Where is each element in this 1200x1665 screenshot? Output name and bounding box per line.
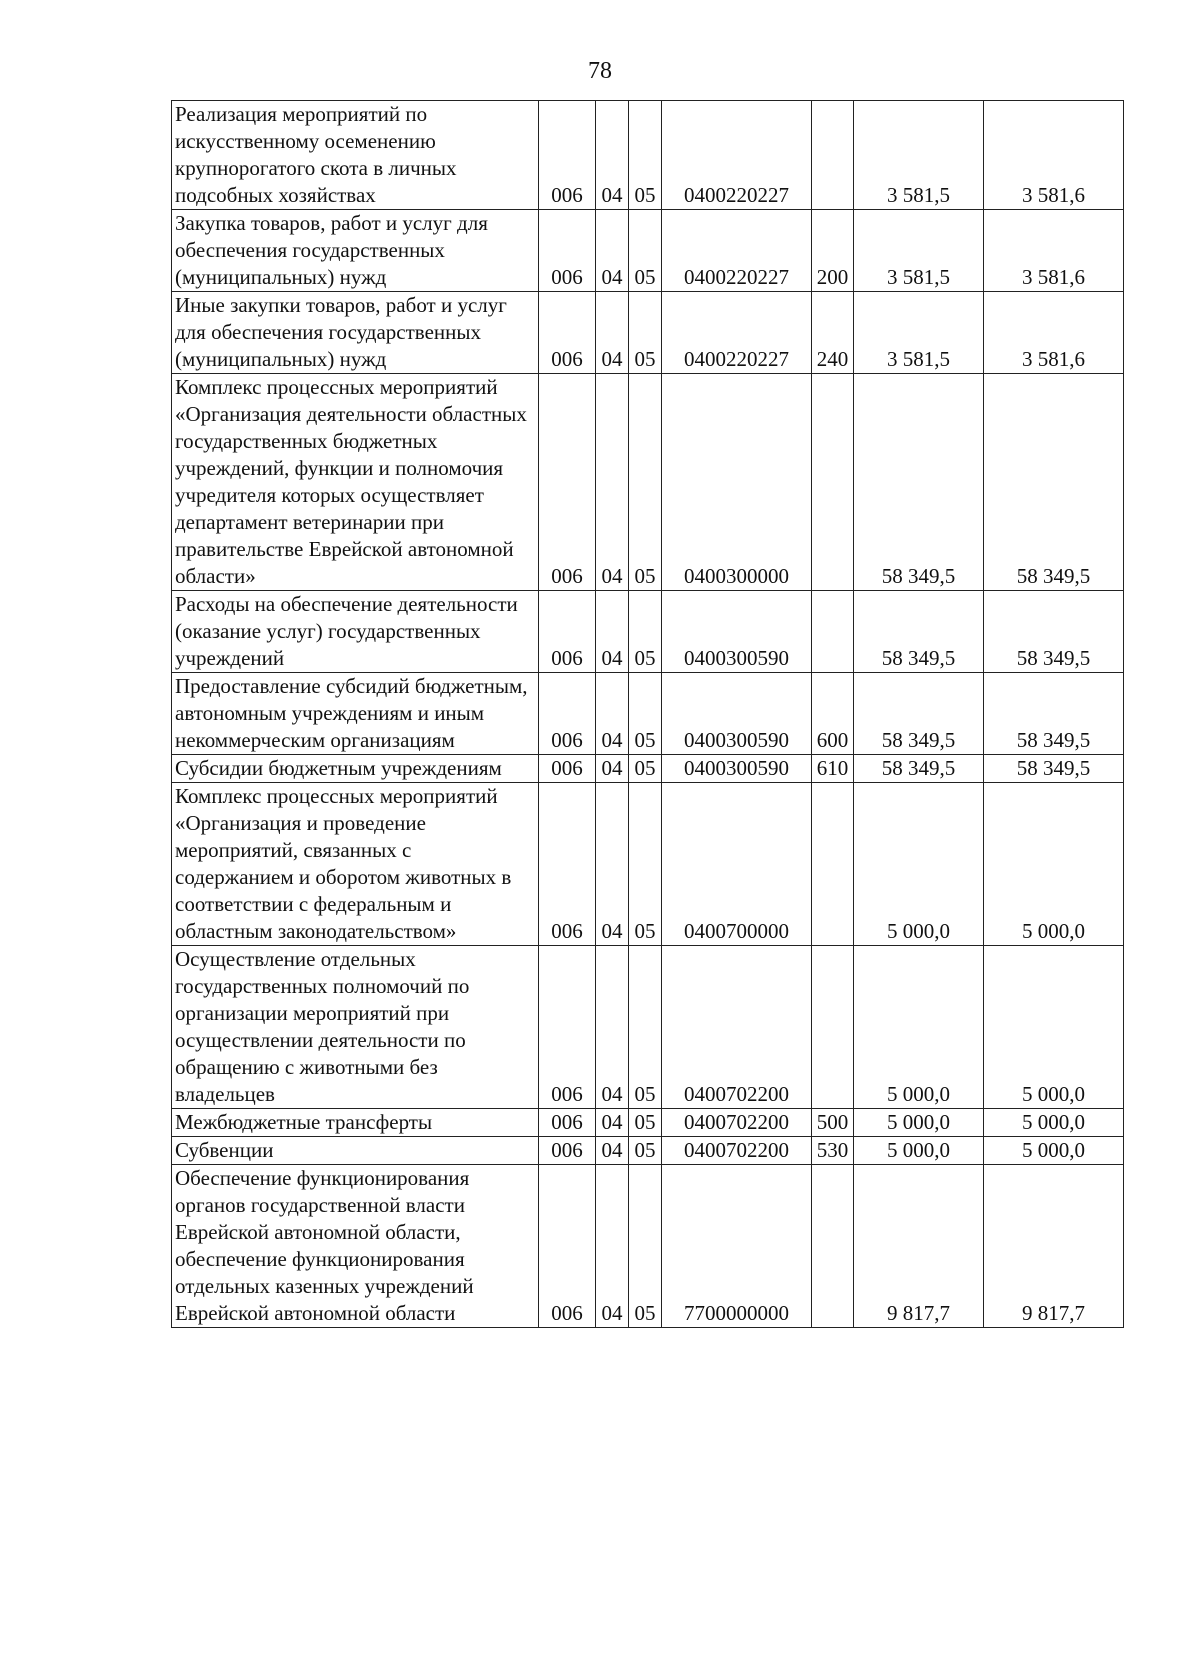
table-row [172,591,1124,673]
subsection-code: 05 [629,755,662,783]
expense-type-code: 240 [812,292,854,374]
ministry-code: 006 [539,1165,596,1328]
expense-type-code: 610 [812,755,854,783]
table-row [172,1137,1124,1165]
table-row [172,946,1124,1109]
ministry-code: 006 [539,946,596,1109]
target-article-code: 0400702200 [662,946,812,1109]
section-code: 04 [596,101,629,210]
target-article-code: 0400300590 [662,755,812,783]
subsection-code: 05 [629,101,662,210]
ministry-code: 006 [539,591,596,673]
amount-year-1: 5 000,0 [854,1137,984,1165]
target-article-code: 0400702200 [662,1109,812,1137]
amount-year-1: 58 349,5 [854,673,984,755]
row-name: Комплекс процессных мероприятий «Организация деятельности областных государственных бюджетных учреждений, функции и полномочия учредителя которых осуществляет департамент ветеринарии при правительстве Еврейской автономной области» [172,374,539,591]
amount-year-2: 3 581,6 [984,210,1124,292]
row-name: Предоставление субсидий бюджетным, автономным учреждениям и иным некоммерческим организациям [172,673,539,755]
amount-year-1: 5 000,0 [854,783,984,946]
amount-year-2: 58 349,5 [984,673,1124,755]
budget-table [171,100,1124,1328]
section-code: 04 [596,1137,629,1165]
row-name: Осуществление отдельных государственных полномочий по организации мероприятий при осуществлении деятельности по обращению с животными без владельцев [172,946,539,1109]
table-row [172,374,1124,591]
section-code: 04 [596,210,629,292]
ministry-code: 006 [539,292,596,374]
row-name: Иные закупки товаров, работ и услуг для обеспечения государственных (муниципальных) нужд [172,292,539,374]
ministry-code: 006 [539,1109,596,1137]
table-body [172,101,1124,1328]
table-row [172,783,1124,946]
expense-type-code: 200 [812,210,854,292]
row-name: Расходы на обеспечение деятельности (оказание услуг) государственных учреждений [172,591,539,673]
target-article-code: 7700000000 [662,1165,812,1328]
subsection-code: 05 [629,783,662,946]
section-code: 04 [596,946,629,1109]
section-code: 04 [596,591,629,673]
amount-year-1: 3 581,5 [854,292,984,374]
subsection-code: 05 [629,1165,662,1328]
section-code: 04 [596,755,629,783]
target-article-code: 0400220227 [662,292,812,374]
expense-type-code: 530 [812,1137,854,1165]
amount-year-2: 3 581,6 [984,101,1124,210]
ministry-code: 006 [539,210,596,292]
expense-type-code [812,946,854,1109]
row-name: Межбюджетные трансферты [172,1109,539,1137]
section-code: 04 [596,783,629,946]
ministry-code: 006 [539,1137,596,1165]
table-row [172,1165,1124,1328]
target-article-code: 0400300590 [662,673,812,755]
expense-type-code [812,1165,854,1328]
amount-year-2: 5 000,0 [984,783,1124,946]
subsection-code: 05 [629,1137,662,1165]
section-code: 04 [596,1165,629,1328]
amount-year-1: 58 349,5 [854,374,984,591]
row-name: Субсидии бюджетным учреждениям [172,755,539,783]
amount-year-1: 5 000,0 [854,1109,984,1137]
table-row [172,673,1124,755]
subsection-code: 05 [629,591,662,673]
section-code: 04 [596,374,629,591]
table-row [172,101,1124,210]
expense-type-code [812,783,854,946]
amount-year-2: 9 817,7 [984,1165,1124,1328]
row-name: Обеспечение функционирования органов государственной власти Еврейской автономной области, обеспечение функционирования отдельных казенных учреждений Еврейской автономной области [172,1165,539,1328]
target-article-code: 0400300000 [662,374,812,591]
table-row [172,210,1124,292]
amount-year-2: 5 000,0 [984,946,1124,1109]
subsection-code: 05 [629,946,662,1109]
row-name: Комплекс процессных мероприятий «Организация и проведение мероприятий, связанных с содержанием и оборотом животных в соответствии с федеральным и областным законодательством» [172,783,539,946]
amount-year-2: 5 000,0 [984,1137,1124,1165]
target-article-code: 0400220227 [662,210,812,292]
amount-year-2: 5 000,0 [984,1109,1124,1137]
amount-year-1: 58 349,5 [854,591,984,673]
subsection-code: 05 [629,292,662,374]
expense-type-code [812,374,854,591]
target-article-code: 0400300590 [662,591,812,673]
row-name: Субвенции [172,1137,539,1165]
target-article-code: 0400700000 [662,783,812,946]
target-article-code: 0400702200 [662,1137,812,1165]
target-article-code: 0400220227 [662,101,812,210]
expense-type-code: 600 [812,673,854,755]
amount-year-2: 3 581,6 [984,292,1124,374]
ministry-code: 006 [539,673,596,755]
section-code: 04 [596,673,629,755]
subsection-code: 05 [629,374,662,591]
expense-type-code [812,101,854,210]
row-name: Реализация мероприятий по искусственному осеменению крупнорогатого скота в личных подсобных хозяйствах [172,101,539,210]
amount-year-1: 5 000,0 [854,946,984,1109]
amount-year-2: 58 349,5 [984,374,1124,591]
ministry-code: 006 [539,755,596,783]
section-code: 04 [596,292,629,374]
amount-year-1: 58 349,5 [854,755,984,783]
section-code: 04 [596,1109,629,1137]
amount-year-1: 3 581,5 [854,101,984,210]
ministry-code: 006 [539,374,596,591]
amount-year-2: 58 349,5 [984,591,1124,673]
amount-year-2: 58 349,5 [984,755,1124,783]
amount-year-1: 9 817,7 [854,1165,984,1328]
ministry-code: 006 [539,783,596,946]
expense-type-code: 500 [812,1109,854,1137]
row-name: Закупка товаров, работ и услуг для обеспечения государственных (муниципальных) нужд [172,210,539,292]
table-row [172,755,1124,783]
page-number: 78 [588,58,612,84]
expense-type-code [812,591,854,673]
table-row [172,292,1124,374]
ministry-code: 006 [539,101,596,210]
subsection-code: 05 [629,673,662,755]
table-row [172,1109,1124,1137]
subsection-code: 05 [629,210,662,292]
amount-year-1: 3 581,5 [854,210,984,292]
subsection-code: 05 [629,1109,662,1137]
